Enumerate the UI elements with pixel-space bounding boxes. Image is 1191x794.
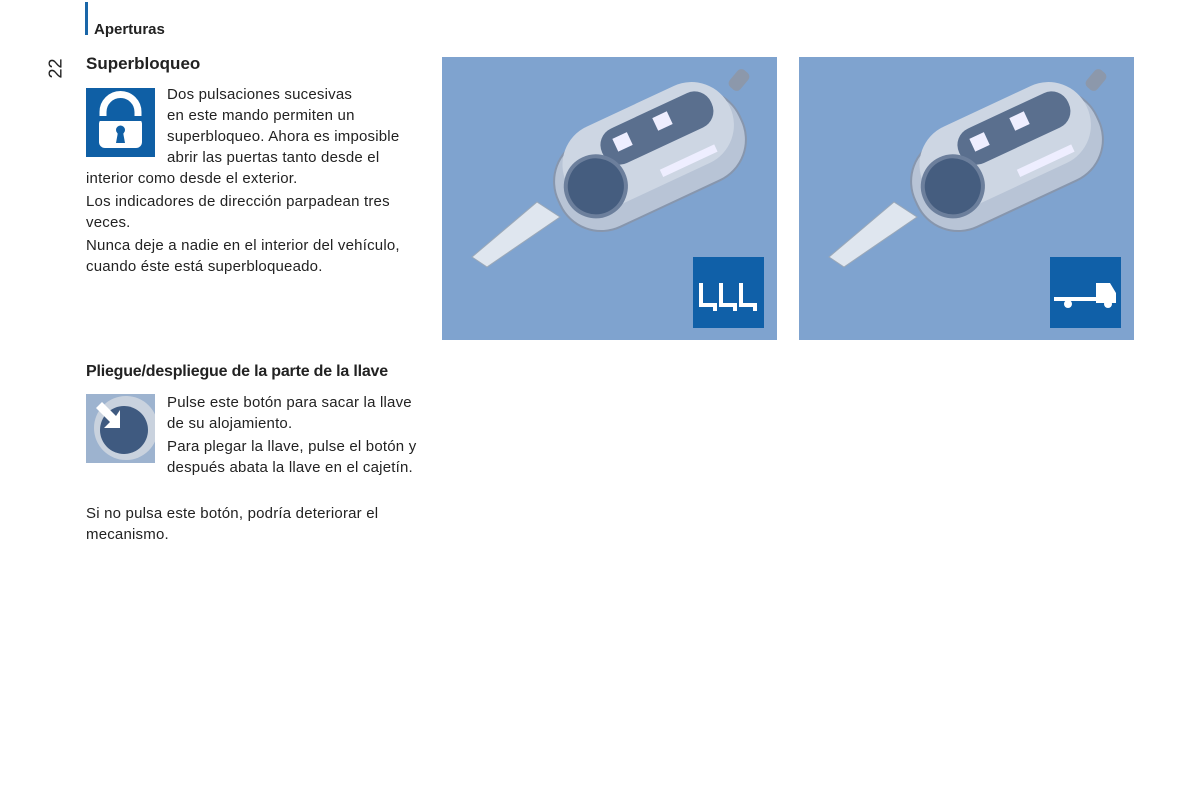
- paragraph: Los indicadores de dirección parpadean tres veces.: [86, 193, 390, 231]
- seats-icon: [693, 257, 764, 328]
- padlock-icon: [86, 88, 155, 157]
- pliegue-heading: Pliegue/despliegue de la parte de la llave: [86, 363, 388, 380]
- pliegue-text: [167, 392, 427, 480]
- paragraph: Pulse este botón para sacar la llave de su alojamiento.: [167, 394, 412, 432]
- key-fold-button-image: [86, 394, 155, 463]
- key-illustration-passenger: [442, 57, 777, 340]
- paragraph: Nunca deje a nadie en el interior del vehículo, cuando éste está superbloqueado.: [86, 237, 400, 275]
- chassis-cab-truck-icon: [1050, 257, 1121, 328]
- pliegue-warning: [86, 503, 431, 547]
- header-accent-line: [85, 2, 88, 35]
- text-line: Dos pulsaciones sucesivas: [167, 86, 353, 103]
- superbloqueo-text-continued: [86, 168, 431, 279]
- superbloqueo-heading: Superbloqueo: [86, 54, 201, 73]
- section-title: Aperturas: [94, 21, 165, 38]
- paragraph: Si no pulsa este botón, podría deteriorar el mecanismo.: [86, 505, 379, 543]
- paragraph: Para plegar la llave, pulse el botón y después abata la llave en el cajetín.: [167, 438, 417, 476]
- text-line: superbloqueo. Ahora es imposible: [167, 128, 400, 145]
- superbloqueo-text: [167, 84, 427, 168]
- text-line: en este mando permiten un: [167, 107, 355, 124]
- page-number: 22: [45, 58, 66, 79]
- key-illustration-chassis: [799, 57, 1134, 340]
- text-line: abrir las puertas tanto desde el: [167, 149, 380, 166]
- text-line: interior como desde el exterior.: [86, 170, 298, 187]
